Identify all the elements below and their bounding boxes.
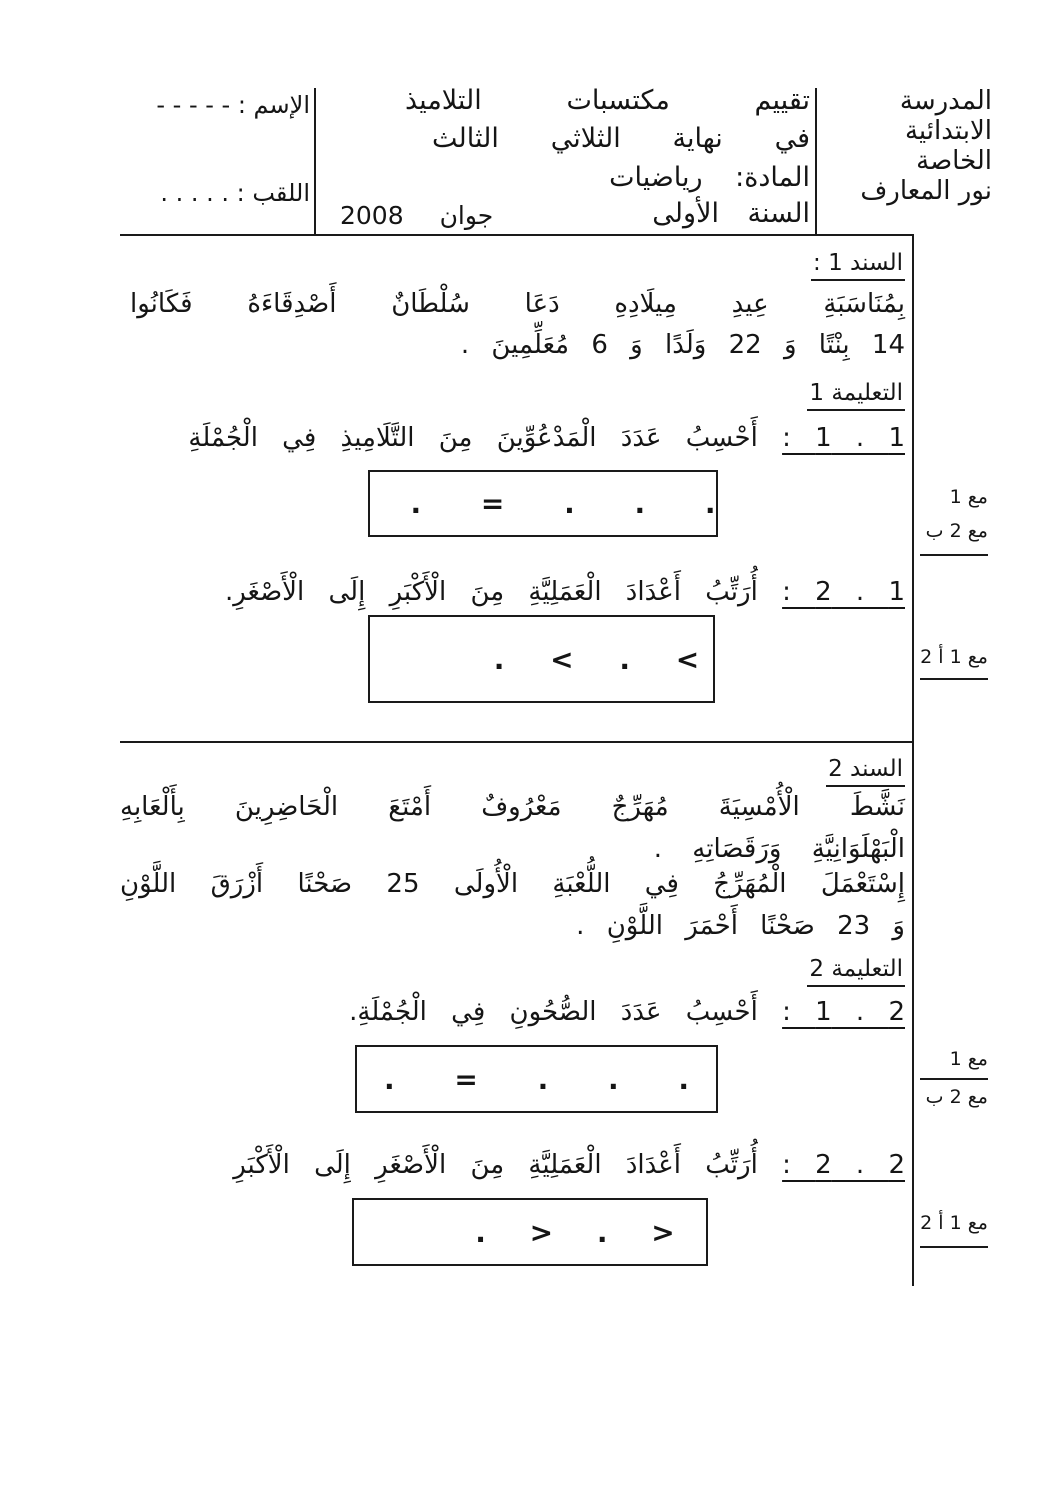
- exam-date: جوان 2008: [340, 201, 494, 230]
- subject-line: المادة: رياضيات: [609, 162, 810, 193]
- question-text: أُرَتِّبُ أَعْدَادَ الْعَمَلِيَّةِ مِنَ الْأَصْغَرِ إِلَى الْأَكْبَرِ: [233, 1150, 758, 1180]
- support-text-line: 14 بِنْتًا وَ 22 وَلَدًا وَ 6 مُعَلِّمِينَ .: [460, 330, 905, 360]
- support-text-line: الْبَهْلَوَانِيَّةِ وَرَقَصَاتِهِ .: [653, 834, 905, 864]
- answer-box: [352, 1198, 708, 1266]
- question-2-2: [233, 1147, 905, 1183]
- question-label: 1 . 2 :: [782, 577, 905, 607]
- question-label: 2 . 2 :: [782, 1150, 905, 1180]
- grade-line: السنة الأولى: [652, 198, 810, 229]
- header-divider-left: [314, 88, 316, 234]
- exam-title-line-1: تقييم مكتسبات التلاميذ: [405, 85, 810, 116]
- school-line: نور المعارف: [860, 176, 992, 206]
- name-field: الإسم : - - - - -: [156, 91, 310, 119]
- question-text: أُرَتِّبُ أَعْدَادَ الْعَمَلِيَّةِ مِنَ الْأَكْبَرِ إِلَى الْأَصْغَرِ.: [224, 577, 758, 607]
- exam-title-line-2: في نهاية الثلاثي الثالث: [432, 123, 810, 154]
- criterion-label: مع 1: [920, 1042, 988, 1080]
- answer-box: [368, 470, 718, 537]
- criteria-block: [920, 1042, 988, 1114]
- answer-template: . = . . .: [410, 487, 716, 520]
- support-title: السند 1 :: [811, 248, 905, 281]
- criteria-block: [920, 480, 988, 556]
- support-title: السند 2: [826, 754, 905, 787]
- section-divider: [120, 741, 914, 743]
- question-1-1: [188, 420, 905, 456]
- question-label: 1 . 1 :: [782, 423, 905, 453]
- criterion-label: مع 2 ب: [925, 1086, 988, 1108]
- answer-template: . < . <: [493, 642, 700, 676]
- criterion-label: مع 1 أ 2: [920, 640, 988, 680]
- margin-divider: [912, 236, 914, 1286]
- criteria-block: [920, 640, 988, 680]
- support-text-line: وَ 23 صَحْنًا أَحْمَرَ اللَّوْنِ .: [576, 911, 905, 941]
- question-text: أَحْسِبُ عَدَدَ الصُّحُونِ فِي الْجُمْلَةِ.: [349, 997, 758, 1027]
- criteria-block: [920, 1206, 988, 1248]
- support-text-line: نَشَّطَ الْأُمْسِيَةَ مُهَرِّجٌ مَعْرُوفٌ أَمْتَعَ الْحَاضِرِينَ بِأَلْعَابِهِ: [120, 792, 905, 822]
- support-text-line: إِسْتَعْمَلَ الْمُهَرِّجُ فِي اللُّعْبَةِ الْأُولَى 25 صَحْنًا أَزْرَقَ اللَّوْنِ: [120, 869, 905, 899]
- school-line: المدرسة: [899, 86, 992, 116]
- answer-box: [355, 1045, 718, 1113]
- question-1-2: [225, 574, 905, 610]
- question-label: 2 . 1 :: [782, 997, 905, 1027]
- school-line: الابتدائية: [904, 116, 992, 146]
- school-name-block: [817, 86, 992, 206]
- answer-box: [368, 615, 715, 703]
- criterion-label: مع 1: [949, 486, 988, 508]
- answer-template: . = . . .: [384, 1062, 689, 1096]
- header-bottom-rule: [120, 234, 914, 236]
- support-text-line: بِمُنَاسَبَةِ عِيدِ مِيلَادِهِ دَعَا سُلْطَانٌ أَصْدِقَاءَهُ فَكَانُوا: [130, 289, 905, 319]
- school-line: الخاصة: [916, 146, 992, 176]
- question-text: أَحْسِبُ عَدَدَ الْمَدْعُوِّينَ مِنَ التَّلَامِيذِ فِي الْجُمْلَةِ: [188, 423, 758, 453]
- answer-template: . > . >: [475, 1215, 675, 1249]
- criterion-label: مع 2 ب: [920, 514, 988, 556]
- criterion-label: مع 1 أ 2: [920, 1206, 988, 1248]
- surname-field: اللقب : . . . . .: [160, 179, 310, 207]
- instruction-title: التعليمة 2: [807, 954, 905, 987]
- instruction-title: التعليمة 1: [807, 378, 905, 411]
- question-2-1: [349, 994, 905, 1030]
